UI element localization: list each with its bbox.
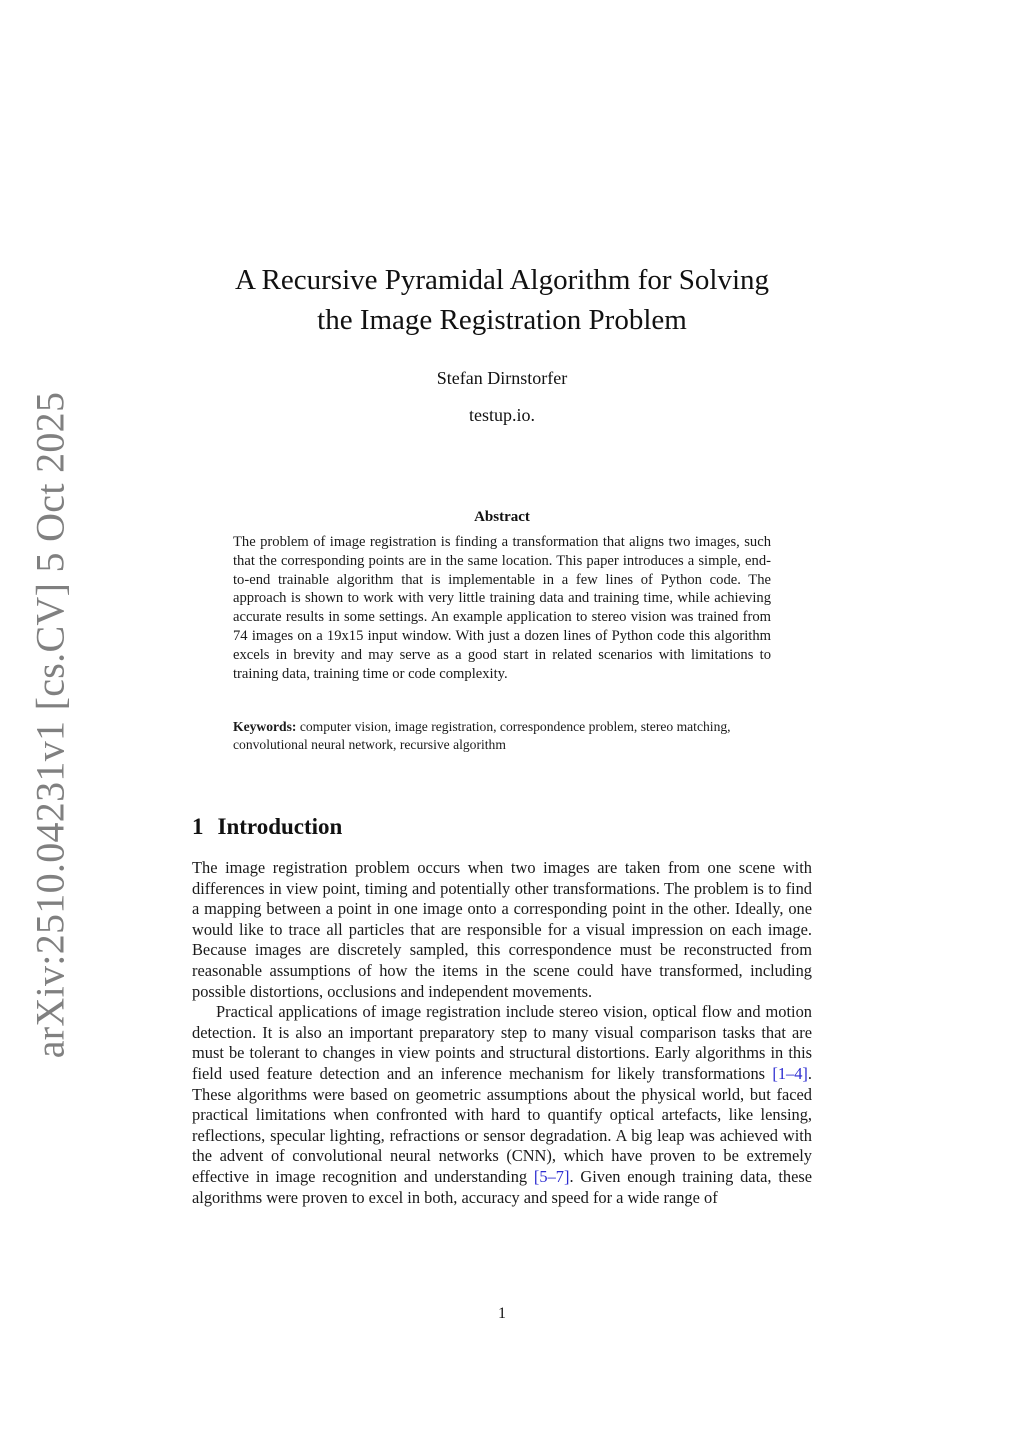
title-line-1: A Recursive Pyramidal Algorithm for Solving bbox=[234, 264, 770, 296]
intro-paragraph-2-part-c: . Given enough training data, these algorithms were proven to excel in both, accuracy and speed for a wide range of bbox=[192, 1166, 812, 1207]
arxiv-identifier-stamp: arXiv:2510.04231v1 [cs.CV] 5 Oct 2025 bbox=[27, 391, 73, 1059]
section-title: Introduction bbox=[217, 814, 343, 839]
abstract-heading: Abstract bbox=[474, 509, 530, 525]
keywords-text: computer vision, image registration, correspondence problem, stereo matching, convolutional neural network, recursive algorithm bbox=[233, 719, 731, 752]
intro-paragraph-2 bbox=[192, 1002, 812, 1208]
intro-paragraph-1: The image registration problem occurs when two images are taken from one scene with differences in view point, timing and potentially other transformations. The problem is to find a mapping between a point in one image onto a corresponding point in the other. Ideally, one would like to trace all particles that are responsible for a visual impression on each image. Because images are discretely sampled, this correspondence must be reconstructed from reasonable assumptions of how the items in the scene could have transformed, including possible distortions, occlusions and independent movements. bbox=[192, 858, 812, 1001]
keywords bbox=[233, 718, 771, 753]
intro-paragraph-2-part-b: . These algorithms were based on geometric assumptions about the physical world, but faced practical limitations when confronted with hard to quantify optical artefacts, like lensing, reflections, specular lighting, refractions or sensor degradation. A big leap was achieved with the advent of convolutional neural networks (CNN), which have proven to be extremely effective in image recognition and understanding bbox=[192, 1063, 812, 1186]
abstract-text: The problem of image registration is finding a transformation that aligns two images, such that the corresponding points are in the same location. This paper introduces a simple, end-to-end trainable algorithm that is implementable in a few lines of Python code. The approach is shown to work with very little training data and training time, while achieving accurate results in some settings. An example application to stereo vision was trained from 74 images on a 19x15 input window. With just a dozen lines of Python code this algorithm excels in brevity and may serve as a good start in related scenarios with limitations to training data, training time or code complexity. bbox=[233, 534, 771, 682]
section-number: 1 bbox=[192, 814, 204, 839]
intro-paragraph-2-part-a: Practical applications of image registration include stereo vision, optical flow and motion detection. It is also an important preparatory step to many visual comparison tasks that are must be tolerant to changes in view points and structural distortions. Early algorithms in this field used feature detection and an inference mechanism for likely transformations bbox=[192, 1002, 812, 1083]
page-number: 1 bbox=[498, 1305, 506, 1322]
citation-link-5-7[interactable]: [5–7] bbox=[533, 1166, 570, 1186]
title-line-2: the Image Registration Problem bbox=[317, 304, 687, 336]
keywords-label: Keywords: bbox=[233, 719, 297, 734]
citation-link-1-4[interactable]: [1–4] bbox=[772, 1063, 808, 1083]
paper-title bbox=[192, 260, 812, 340]
section-heading-introduction bbox=[192, 814, 342, 840]
author-name: Stefan Dirnstorfer bbox=[436, 368, 568, 388]
author-affiliation: testup.io. bbox=[469, 405, 535, 425]
introduction-body bbox=[192, 858, 812, 1208]
